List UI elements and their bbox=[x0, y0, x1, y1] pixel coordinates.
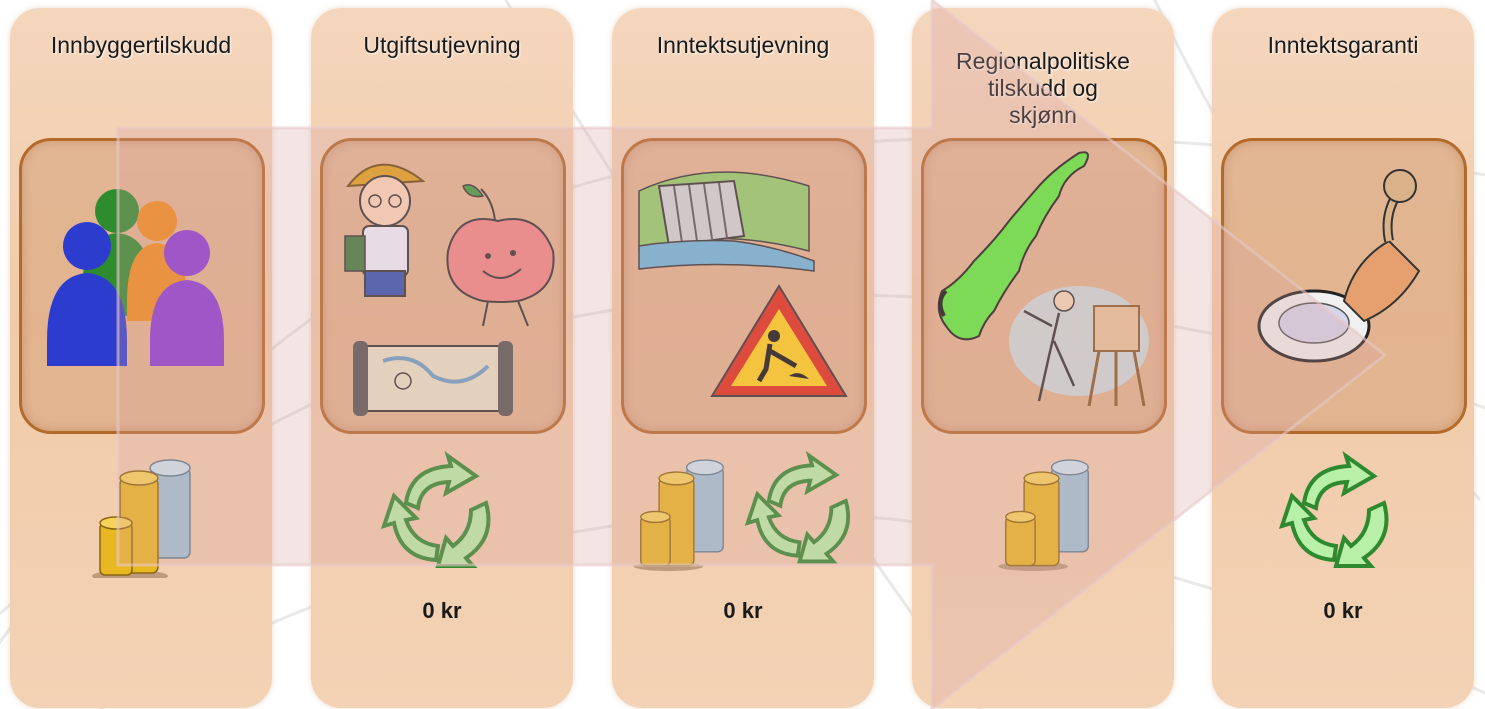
column-title: Utgiftsutjevning bbox=[363, 32, 521, 58]
amount-label: 0 kr bbox=[723, 598, 763, 623]
below-icons bbox=[10, 448, 272, 598]
roadwork-sign-icon bbox=[712, 286, 846, 396]
column-title: Inntektsutjevning bbox=[656, 32, 830, 58]
recycle-arrows-icon bbox=[376, 448, 506, 578]
coin-stack-icon bbox=[85, 448, 205, 578]
map-icon bbox=[353, 341, 513, 416]
icon-box bbox=[320, 138, 566, 434]
coin-stack-icon bbox=[627, 448, 737, 573]
schoolboy-icon bbox=[345, 165, 423, 296]
icon-box bbox=[1221, 138, 1467, 434]
icon-box bbox=[621, 138, 867, 434]
column-inntektsgaranti bbox=[1212, 8, 1474, 708]
icon-box bbox=[921, 138, 1167, 434]
column-inntektsutjevning bbox=[612, 8, 874, 708]
below-icons bbox=[311, 448, 573, 598]
recycle-arrows-icon bbox=[740, 448, 865, 573]
people-group-icon bbox=[22, 141, 262, 431]
column-utgiftsutjevning bbox=[311, 8, 573, 708]
stamp-icon bbox=[1224, 141, 1464, 431]
amount-label: 0 kr bbox=[422, 598, 462, 623]
column-title: Inntektsgaranti bbox=[1267, 32, 1419, 58]
column-innbyggertilskudd bbox=[10, 8, 272, 708]
below-icons bbox=[1212, 448, 1474, 598]
column-title: Regionalpolitiske tilskudd og skjønn bbox=[956, 48, 1130, 128]
below-icons bbox=[612, 448, 874, 598]
below-icons bbox=[912, 448, 1174, 598]
column-title: Innbyggertilskudd bbox=[50, 32, 232, 58]
recycle-arrows-icon bbox=[1274, 448, 1404, 578]
amount-label: 0 kr bbox=[1323, 598, 1363, 623]
icon-box bbox=[19, 138, 265, 434]
column-regionalpolitiske bbox=[912, 8, 1174, 708]
apple-icon bbox=[447, 185, 553, 326]
coin-stack-icon bbox=[992, 448, 1102, 573]
dam-icon bbox=[639, 172, 814, 271]
painter-icon bbox=[1009, 286, 1149, 406]
